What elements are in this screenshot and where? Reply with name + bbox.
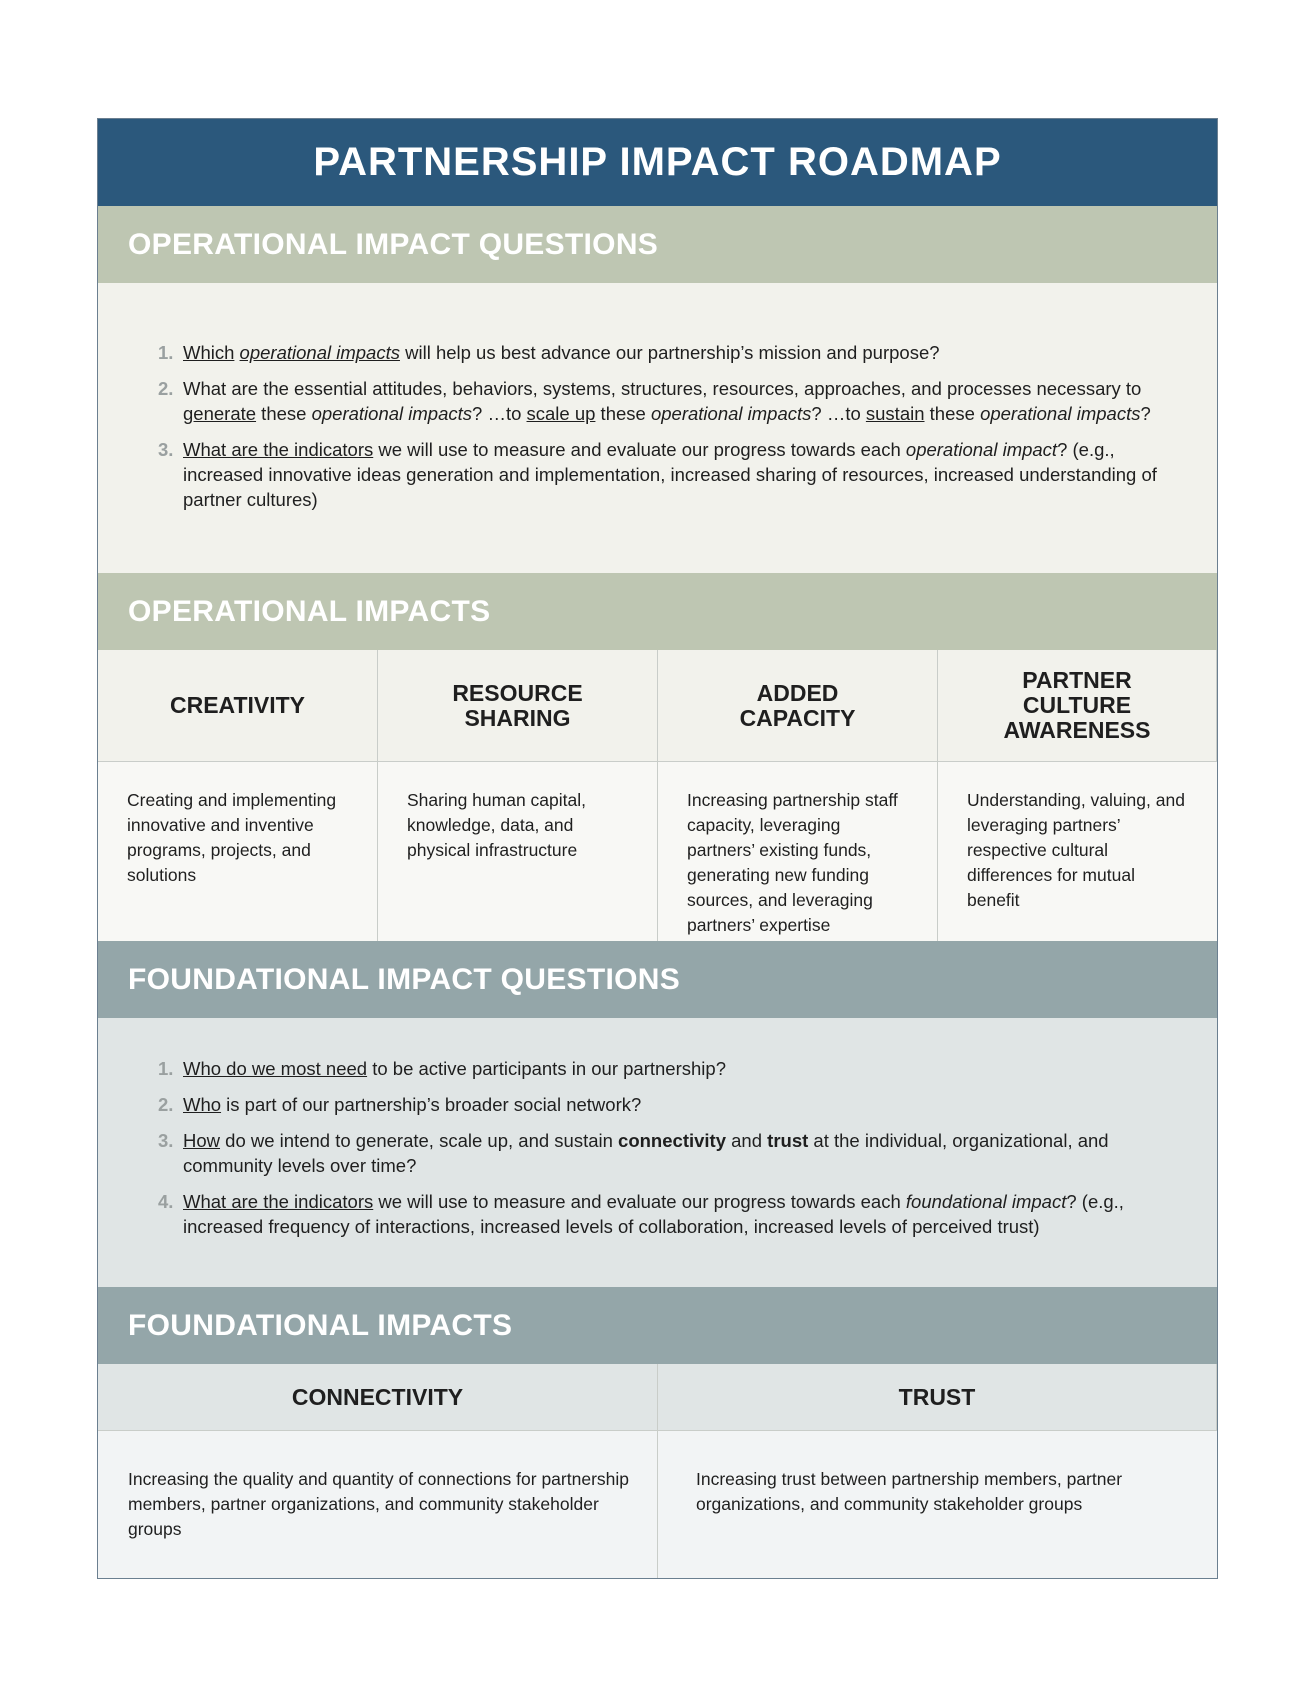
- impact-title-resource-sharing: [378, 650, 658, 762]
- question-item: [158, 1056, 1157, 1081]
- impact-title-text: PARTNER CULTURE AWARENESS: [1003, 667, 1151, 743]
- roadmap-document: [97, 118, 1218, 1579]
- foundational-impacts-header: FOUNDATIONAL IMPACTS: [98, 1287, 1217, 1364]
- question-text: What are the indicators we will use to measure and evaluate our progress towards each foundational impact? (e.g., increased frequency of interactions, increased levels of collaboration, increased levels of perceived trust): [183, 1191, 1124, 1237]
- question-item: [158, 437, 1157, 512]
- page-title: PARTNERSHIP IMPACT ROADMAP: [98, 119, 1217, 206]
- operational-questions-panel: [98, 283, 1217, 573]
- question-number: 3.: [158, 439, 174, 460]
- question-number: 2.: [158, 378, 174, 399]
- foundational-impacts-table: [98, 1364, 1217, 1578]
- impact-description-trust: Increasing trust between partnership members, partner organizations, and community stakeholder groups: [658, 1431, 1217, 1578]
- question-text: What are the essential attitudes, behaviors, systems, structures, resources, approaches, and processes necessary to generate these operational impacts? …to scale up these operational impacts? …to sustain these operational impacts?: [183, 378, 1151, 424]
- question-number: 2.: [158, 1094, 174, 1115]
- question-item: [158, 1092, 1157, 1117]
- question-text: How do we intend to generate, scale up, and sustain connectivity and trust at the individual, organizational, and community levels over time?: [183, 1130, 1109, 1176]
- impact-title-connectivity: CONNECTIVITY: [98, 1364, 658, 1431]
- question-item: [158, 1128, 1157, 1178]
- foundational-questions-list: [158, 1056, 1157, 1239]
- operational-impacts-table: [98, 650, 1217, 941]
- question-item: [158, 376, 1157, 426]
- impact-description-connectivity: Increasing the quality and quantity of connections for partnership members, partner organizations, and community stakeholder groups: [98, 1431, 658, 1578]
- impact-title-text: RESOURCE SHARING: [452, 679, 583, 731]
- question-number: 1.: [158, 342, 174, 363]
- question-item: [158, 1189, 1157, 1239]
- impact-description-partner-culture-awareness: Understanding, valuing, and leveraging partners’ respective cultural differences for mutual benefit: [938, 762, 1217, 941]
- impact-description-resource-sharing: Sharing human capital, knowledge, data, and physical infrastructure: [378, 762, 658, 941]
- impact-title-text: ADDED CAPACITY: [739, 679, 856, 731]
- question-text: Who is part of our partnership’s broader social network?: [183, 1094, 642, 1115]
- question-text: Which operational impacts will help us best advance our partnership’s mission and purpose?: [183, 342, 940, 363]
- foundational-questions-panel: [98, 1018, 1217, 1287]
- impact-title-creativity: CREATIVITY: [98, 650, 378, 762]
- question-number: 3.: [158, 1130, 174, 1151]
- question-number: 1.: [158, 1058, 174, 1079]
- operational-questions-header: OPERATIONAL IMPACT QUESTIONS: [98, 206, 1217, 283]
- impact-title-added-capacity: [658, 650, 938, 762]
- question-item: [158, 340, 1157, 365]
- operational-impacts-header: OPERATIONAL IMPACTS: [98, 573, 1217, 650]
- impact-description-added-capacity: Increasing partnership staff capacity, leveraging partners’ existing funds, generating new funding sources, and leveraging partners’ expertise: [658, 762, 938, 941]
- foundational-questions-header: FOUNDATIONAL IMPACT QUESTIONS: [98, 941, 1217, 1018]
- question-text: Who do we most need to be active participants in our partnership?: [183, 1058, 726, 1079]
- question-number: 4.: [158, 1191, 174, 1212]
- impact-title-partner-culture-awareness: [938, 650, 1217, 762]
- impact-description-creativity: Creating and implementing innovative and inventive programs, projects, and solutions: [98, 762, 378, 941]
- operational-questions-list: [158, 340, 1157, 512]
- question-text: What are the indicators we will use to measure and evaluate our progress towards each operational impact? (e.g., increased innovative ideas generation and implementation, increased sharing of resources, increased understanding of partner cultures): [183, 439, 1157, 510]
- impact-title-trust: TRUST: [658, 1364, 1217, 1431]
